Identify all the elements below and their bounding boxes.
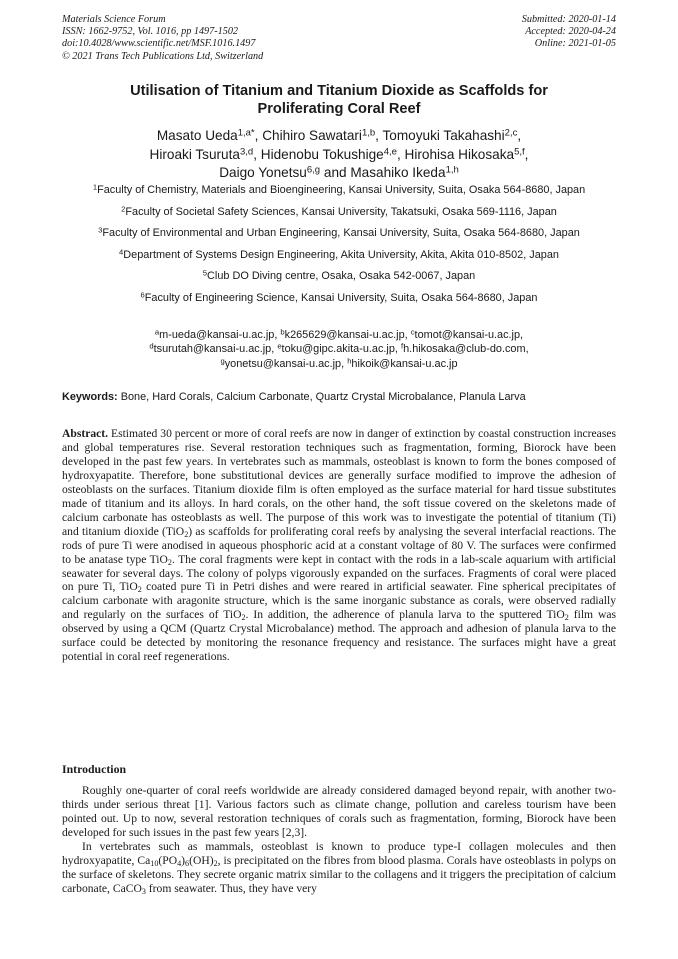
email-address[interactable]: $^g$yonetsu@kansai-u.ac.jp bbox=[220, 356, 342, 370]
paper-title bbox=[62, 82, 616, 118]
keywords bbox=[62, 390, 616, 404]
author-list bbox=[62, 127, 616, 183]
affiliation-list bbox=[62, 183, 616, 313]
author: Hiroaki Tsuruta$^{3,d}$, bbox=[149, 146, 261, 162]
paragraph: In vertebrates such as mammals, osteoblast is known to produce type-I collagen molecules and then hydroxyapatite, $Ca_{10}(PO_4)_6(OH)_2$, is precipitated on the fibres from blood plasma. Corals have osteoblasts in polyps on the surface of skeletons. They secrete organic matrix similar to the collagens and it triggers the precipitation of calcium carbonate, CaCO$_3$ from seawater. Thus, they have very bbox=[62, 839, 616, 896]
email-address[interactable]: $^f$h.hikosaka@club-do.com bbox=[400, 341, 526, 356]
author: Masahiko Ikeda$^{1,h}$ bbox=[350, 164, 459, 181]
email-list: $^a$m-ueda@kansai-u.ac.jp, $^b$k265629@kansai-u.ac.jp, $^c$tomot@kansai-u.ac.jp, $^d$tsurutah@kansai-u.ac.jp, $^e$toku@gipc.akita-u.ac.jp, $^f$h.hikosaka@club-do.com, $^g$yonetsu@kansai-u.ac.jp, $^h$hikoik@kansai-u.ac.jp bbox=[149, 327, 529, 370]
affiliation: $^3$Faculty of Environmental and Urban Engineering, Kansai University, Suita, Osaka 564-8680, Japan bbox=[98, 225, 580, 240]
paragraph: Roughly one-quarter of coral reefs worldwide are already considered damaged beyond repair, with another two-thirds under serious threat [1]. Various factors such as climate change, pollution and careless tourism have been pointed out. Up to now, several restoration techniques of corals such as fragmentation, forming, Biorock have been developed for such issues in the past few years [2,3]. bbox=[62, 784, 616, 839]
author: Hidenobu Tokushige$^{4,e}$, bbox=[260, 146, 405, 162]
email-address[interactable]: $^h$hikoik@kansai-u.ac.jp bbox=[347, 356, 458, 370]
author: Tomoyuki Takahashi$^{2,c}$, bbox=[382, 127, 522, 143]
submission-dates bbox=[522, 14, 616, 51]
journal-info bbox=[62, 14, 263, 63]
keywords-label: Keywords: bbox=[62, 391, 118, 403]
journal-issn: ISSN: 1662-9752, Vol. 1016, pp 1497-1502 bbox=[62, 26, 239, 38]
abstract-label: Abstract. bbox=[62, 427, 109, 440]
affiliation: $^5$Club DO Diving centre, Osaka, Osaka 542-0067, Japan bbox=[202, 268, 476, 283]
keywords-text: Bone, Hard Corals, Calcium Carbonate, Quartz Crystal Microbalance, Planula Larva bbox=[120, 391, 526, 403]
affiliation: $^6$Faculty of Engineering Science, Kansai University, Suita, Osaka 564-8680, Japan bbox=[140, 290, 538, 304]
submitted-date: Submitted: 2020-01-14 bbox=[521, 14, 616, 25]
author: Chihiro Sawatari$^{1,b}$, bbox=[262, 127, 383, 143]
journal-doi[interactable]: doi:10.4028/www.scientific.net/MSF.1016.1497 bbox=[62, 38, 256, 50]
journal-name: Materials Science Forum bbox=[62, 14, 166, 25]
affiliation: $^2$Faculty of Societal Safety Sciences, Kansai University, Takatsuki, Osaka 569-1116, Japan bbox=[121, 204, 557, 218]
accepted-date: Accepted: 2020-04-24 bbox=[525, 26, 616, 38]
section-heading-introduction: Introduction bbox=[62, 762, 127, 776]
paper-title-line-1: Utilisation of Titanium and Titanium Dioxide as Scaffolds for bbox=[130, 83, 548, 99]
journal-copyright: © 2021 Trans Tech Publications Ltd, Switzerland bbox=[62, 50, 264, 62]
affiliation: $^4$Department of Systems Design Engineering, Akita University, Akita, Akita 010-8502, Japan bbox=[119, 247, 559, 261]
email-address[interactable]: $^c$tomot@kansai-u.ac.jp bbox=[410, 327, 521, 341]
paper-title-line-2: Proliferating Coral Reef bbox=[257, 101, 421, 117]
author: Daigo Yonetsu$^{6,g}$ and bbox=[219, 164, 351, 181]
author: Masato Ueda$^{1,a*}$, bbox=[156, 127, 263, 143]
affiliation: $^1$Faculty of Chemistry, Materials and Bioengineering, Kansai University, Suita, Osaka 564-8680, Japan bbox=[92, 182, 586, 196]
email-address[interactable]: $^a$m-ueda@kansai-u.ac.jp bbox=[154, 327, 275, 341]
email-address[interactable]: $^d$tsurutah@kansai-u.ac.jp bbox=[149, 341, 272, 356]
introduction-body bbox=[62, 784, 616, 896]
email-address[interactable]: $^e$toku@gipc.akita-u.ac.jp bbox=[277, 341, 395, 356]
author: Hirohisa Hikosaka$^{5,f}$, bbox=[404, 146, 529, 162]
email-address[interactable]: $^b$k265629@kansai-u.ac.jp bbox=[280, 327, 405, 341]
abstract: Abstract. Estimated 30 percent or more of coral reefs are now in danger of extinction by coastal construction increases and global temperatures rise. Several restoration techniques such as fragmentation, forming, Biorock have been developed in the past few years. In vertebrates such as mammals, osteoblast is known to form the bones composed of hydroxyapatite. Therefore, bone substitutional devices are generally surface modified to improve the adhesion of osteoblasts on the surfaces. Titanium dioxide film is often employed as the surface material for hard tissue substitutes made of titanium and its alloys. In hard corals, on the other hand, the soft tissue covered on the skeletons made of calcium carbonate has osteoblasts as well. The purpose of this work was to investigate the potential of titanium (Ti) and titanium dioxide (TiO$_2$) as scaffolds for proliferating coral reefs by analysing the several interfacial reactions. The rods of pure Ti were anodised in aqueous phosphoric acid at a constant voltage of 80 V. The surfaces were confirmed to be anatase type TiO$_2$. The coral fragments were kept in contact with the rods in a lab-scale aquarium with artificial seawater for several days. The colony of polyps vigorously expanded on the surfaces. Fragments of coral were placed on pure Ti, TiO$_2$ coated pure Ti in Petri dishes and were reared in artificial seawater. Fine spherical precipitates of calcium carbonate with aragonite structure, which is the same inorganic substance as corals, were observed radially and regularly on the surfaces of TiO$_2$. In addition, the adherence of planula larva to the sputtered TiO$_2$ film was observed by using a QCM (Quartz Crystal Microbalance) method. The approach and adhesion of planula larva to the surface could be detected by monitoring the resonance frequency and resistance. The surfaces might have a great potential in coral reef regenerations. bbox=[62, 427, 617, 664]
online-date: Online: 2021-01-05 bbox=[534, 38, 616, 50]
